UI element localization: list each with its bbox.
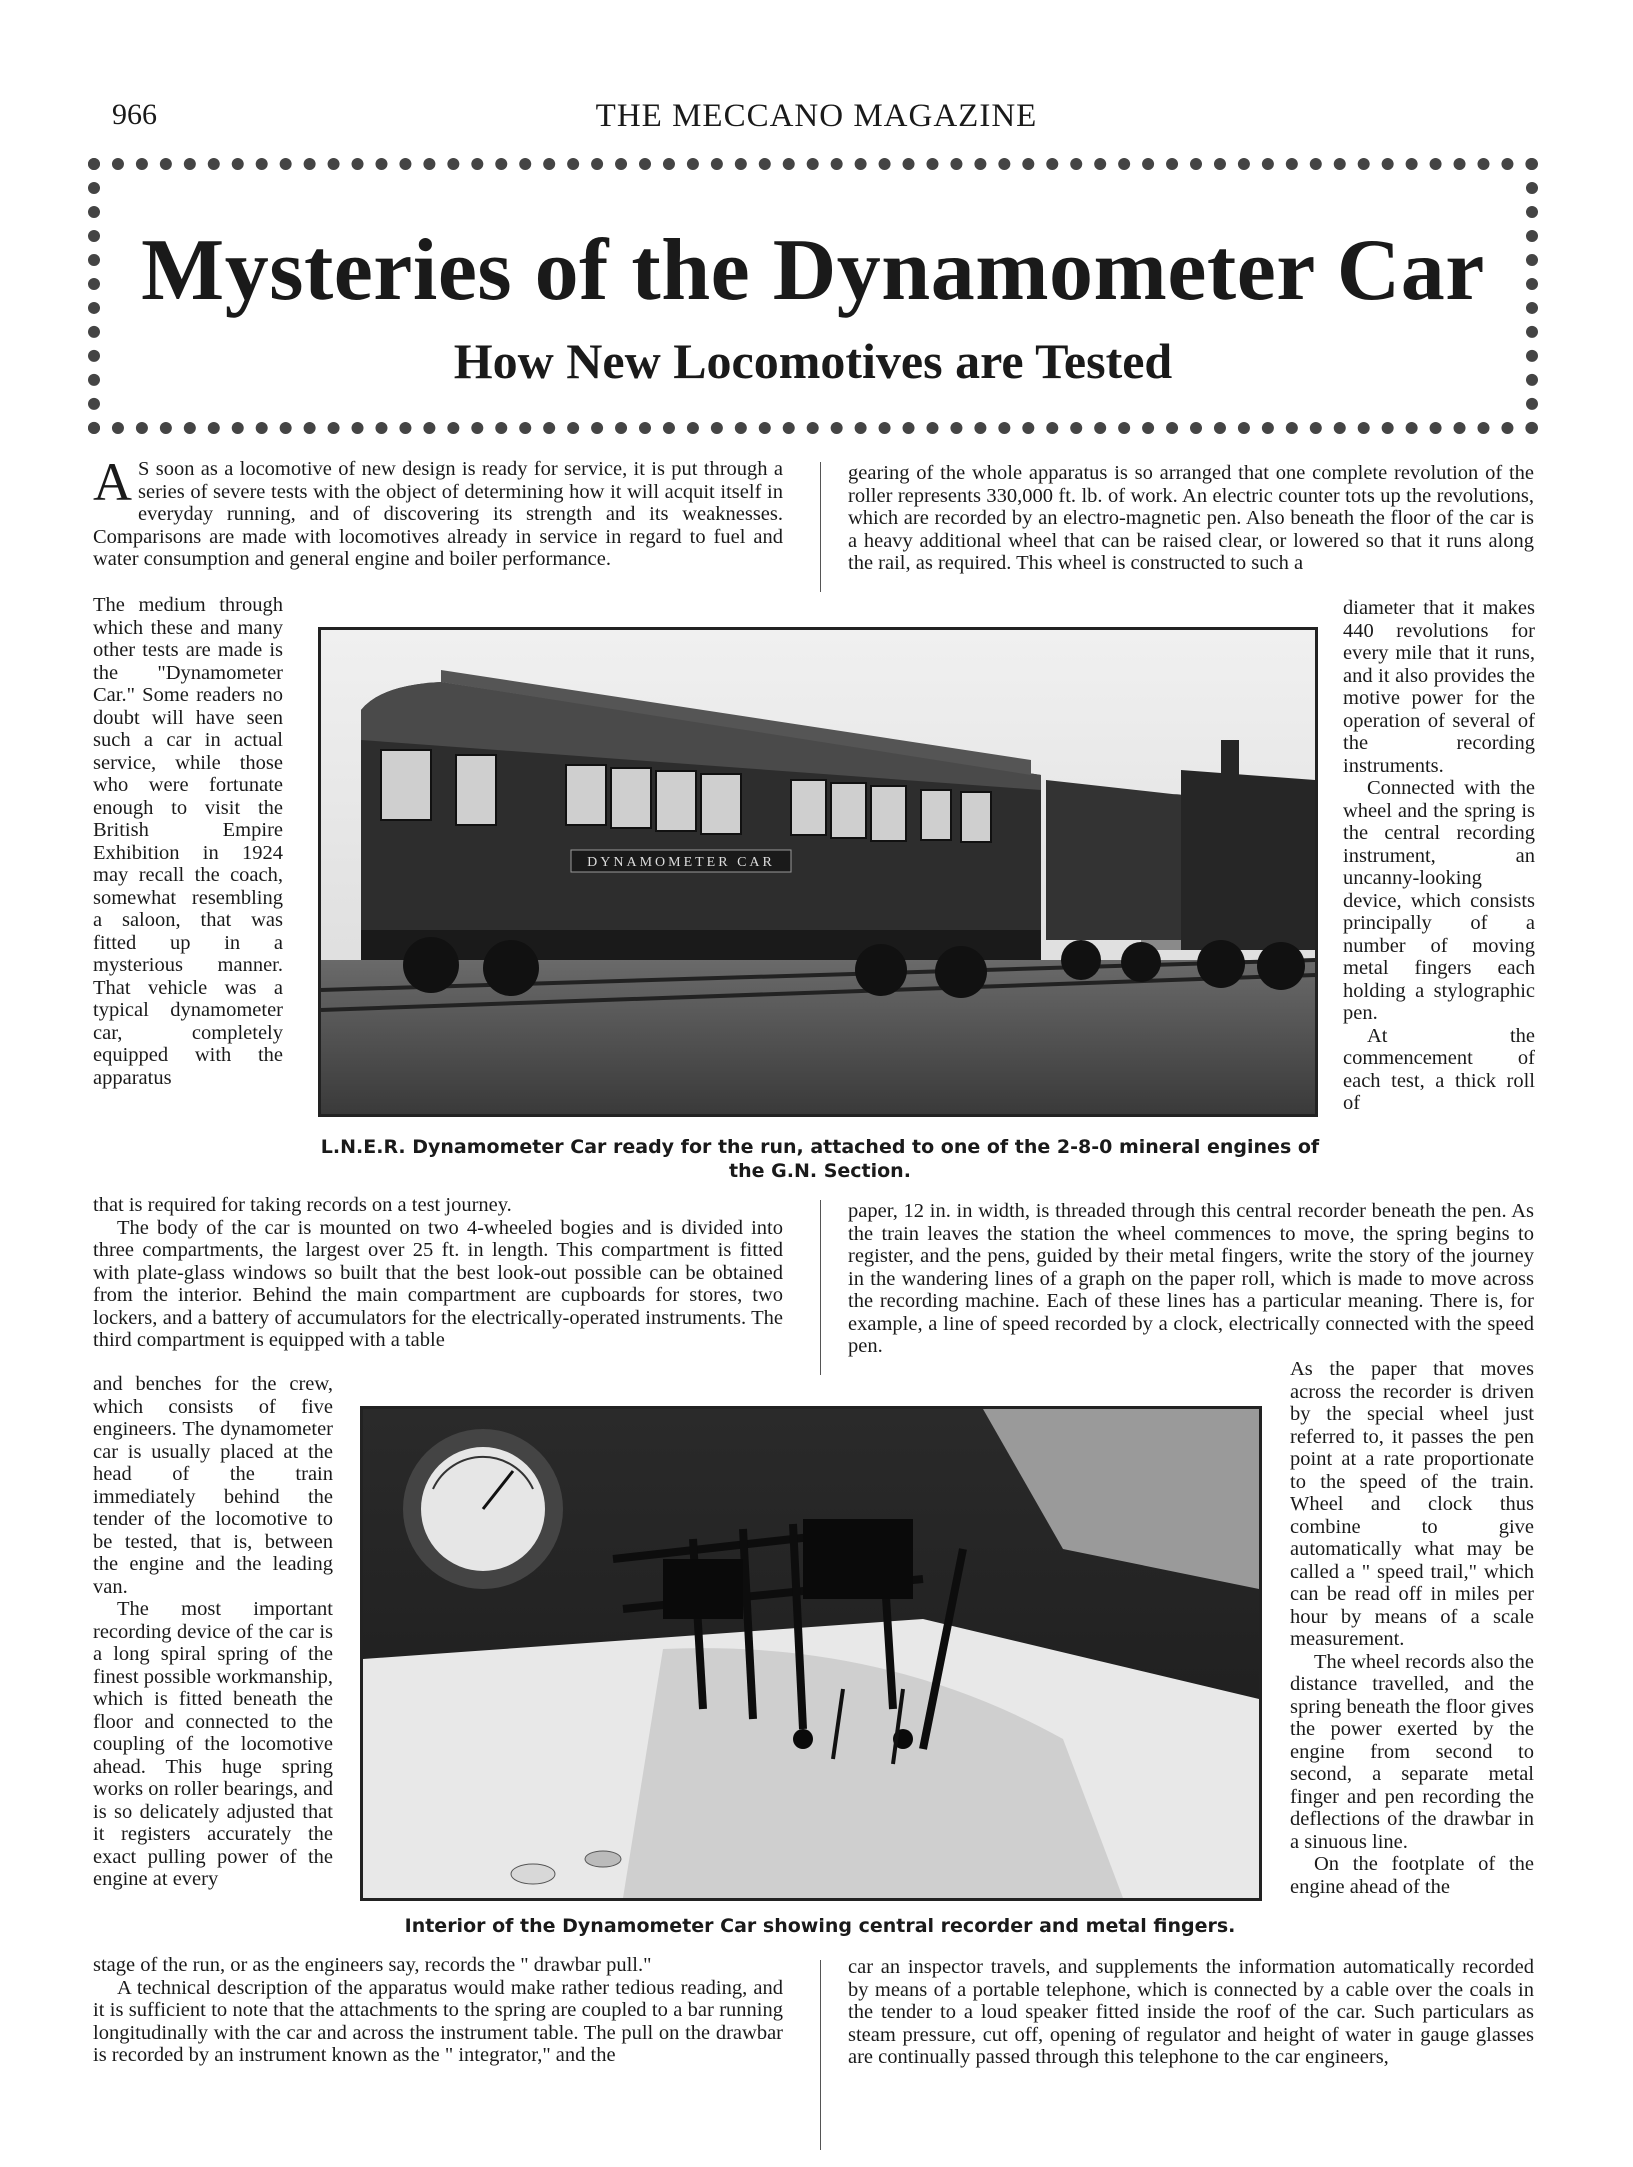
paragraph: diameter that it makes 440 revolutions for every mile that it runs, and it also provides the motive power for the operation of several of the recording instruments. <box>1343 597 1535 777</box>
paragraph: paper, 12 in. in width, is threaded through this central recorder beneath the pen. As the train leaves the station the wheel commences to move, the spring begins to register, and the pens, guided by their metal fingers, write the story of the journey in the wandering lines of a graph on the paper roll, which is made to move across the recording machine. Each of these lines has a particular meaning. There is, for example, a line of speed recorded by a clock, electrically connected with the speed pen. <box>848 1200 1534 1357</box>
intro-paragraph <box>93 452 783 571</box>
car-sign-text: DYNAMOMETER CAR <box>587 855 775 870</box>
paragraph: As the paper that moves across the recorder is driven by the special wheel just referred to, it passes the pen point at a rate proportionate to the speed of the train. Wheel and clock thus combine to give automatically what may be called a " speed trail," which can be read off in miles per hour by means of a scale measurement. <box>1290 1358 1534 1650</box>
paragraph: and benches for the crew, which consists of five engineers. The dynamometer car is usually placed at the head of the train immediately behind the tender of the locomotive to be tested, that is, between the engine and the leading van. <box>93 1373 333 1598</box>
paragraph: Connected with the wheel and the spring is the central recording instrument, an uncanny-looking device, which consists principally of a number of moving metal fingers each holding a stylographic pen. <box>1343 777 1535 1024</box>
column-rule <box>820 1200 821 1375</box>
recorder-illustration <box>363 1409 1259 1898</box>
dynamometer-car-photo <box>318 627 1318 1117</box>
left-narrow-block-1 <box>93 594 283 1089</box>
paragraph: The wheel records also the distance travelled, and the spring beneath the floor gives the power exerted by the engine from second to second, a separate metal finger and pen recording the deflections of the drawbar in a sinuous line. <box>1290 1650 1534 1853</box>
paragraph: At the commencement of each test, a thick roll of <box>1343 1024 1535 1114</box>
magazine-masthead: THE MECCANO MAGAZINE <box>595 98 1038 134</box>
paragraph: The body of the car is mounted on two 4-wheeled bogies and is divided into three compartments, the largest over 25 ft. in length. This compartment is fitted with plate-glass windows so built that the best look-out possible can be obtained from the interior. Behind the main compartment are cupboards for stores, two lockers, and a battery of accumulators for the electrically-operated instruments. The third compartment is equipped with a table <box>93 1216 783 1351</box>
article-subtitle: How New Locomotives are Tested <box>453 333 1173 389</box>
left-narrow-block-2 <box>93 1373 333 1891</box>
paragraph: The most important recording device of the car is a long spiral spring of the finest possible workmanship, which is fitted beneath the floor and connected to the coupling of the locomotive ahead. This huge spring works on roller bearings, and is so delicately adjusted that it registers accurately the exact pulling power of the engine at every <box>93 1598 333 1890</box>
right-narrow-block-1 <box>1343 597 1535 1115</box>
column-rule <box>820 462 821 592</box>
article-title: Mysteries of the Dynamometer Car <box>141 222 1485 319</box>
photo-caption: Interior of the Dynamometer Car showing central recorder and metal fingers. <box>404 1915 1236 1937</box>
paragraph: gearing of the whole apparatus is so arranged that one complete revolution of the roller represents 330,000 ft. lb. of work. An electric counter tots up the revolutions, which are recorded by an electro-magnetic pen. Also beneath the floor of the car is a heavy additional wheel that can be raised clear, or lowered so that it runs along the rail, as required. This wheel is constructed to such a <box>848 462 1534 574</box>
left-wide-block-2 <box>93 1954 783 2067</box>
paragraph: A technical description of the apparatus would make rather tedious reading, and it is sufficient to note that the attachments to the spring are coupled to a bar running longitudinally with the car and across the instrument table. The pull on the drawbar is recorded by an instrument known as the " integrator," and the <box>93 1976 783 2066</box>
paragraph: stage of the run, or as the engineers say, records the " drawbar pull." <box>93 1954 652 1976</box>
intro-text: S soon as a locomotive of new design is ready for service, it is put through a series of severe tests with the object of determining how it will acquit itself in everyday running, and of discovering its strength and its weaknesses. Comparisons are made with locomotives already in service in regard to fuel and water consumption and general engine and boiler performance. <box>93 458 783 570</box>
photo-caption: L.N.E.R. Dynamometer Car ready for the run, attached to one of the 2-8-0 mineral engines of the G.N. Section. <box>320 1136 1320 1182</box>
paragraph: The medium through which these and many other tests are made is the "Dynamometer Car." Some readers no doubt will have seen such a car in actual service, while those who were fortunate enough to visit the British Empire Exhibition in 1924 may recall the coach, somewhat resembling a saloon, that was fitted up in a mysterious manner. That vehicle was a typical dynamometer car, completely equipped with the apparatus <box>93 594 283 1089</box>
recorder-interior-photo <box>360 1406 1262 1901</box>
right-narrow-block-2 <box>1290 1358 1534 1898</box>
right-wide-block-3 <box>848 1956 1534 2069</box>
railway-car-illustration <box>321 630 1315 1114</box>
drop-cap: A <box>93 452 132 512</box>
right-wide-block-2 <box>848 1200 1534 1358</box>
paragraph: car an inspector travels, and supplements the information automatically recorded by means of a portable telephone, which is connected by a cable over the coals in the tender to a loud speaker fitted inside the roof of the car. Such particulars as steam pressure, cut off, opening of regulator and height of water in gauge glasses are continually passed through this telephone to the car engineers, <box>848 1956 1534 2068</box>
page-number: 966 <box>112 98 157 131</box>
paragraph: that is required for taking records on a test journey. <box>93 1194 512 1216</box>
right-wide-block-1 <box>848 462 1534 575</box>
paragraph: On the footplate of the engine ahead of the <box>1290 1853 1534 1898</box>
column-rule <box>820 1960 821 2150</box>
left-wide-block-1 <box>93 1194 783 1352</box>
